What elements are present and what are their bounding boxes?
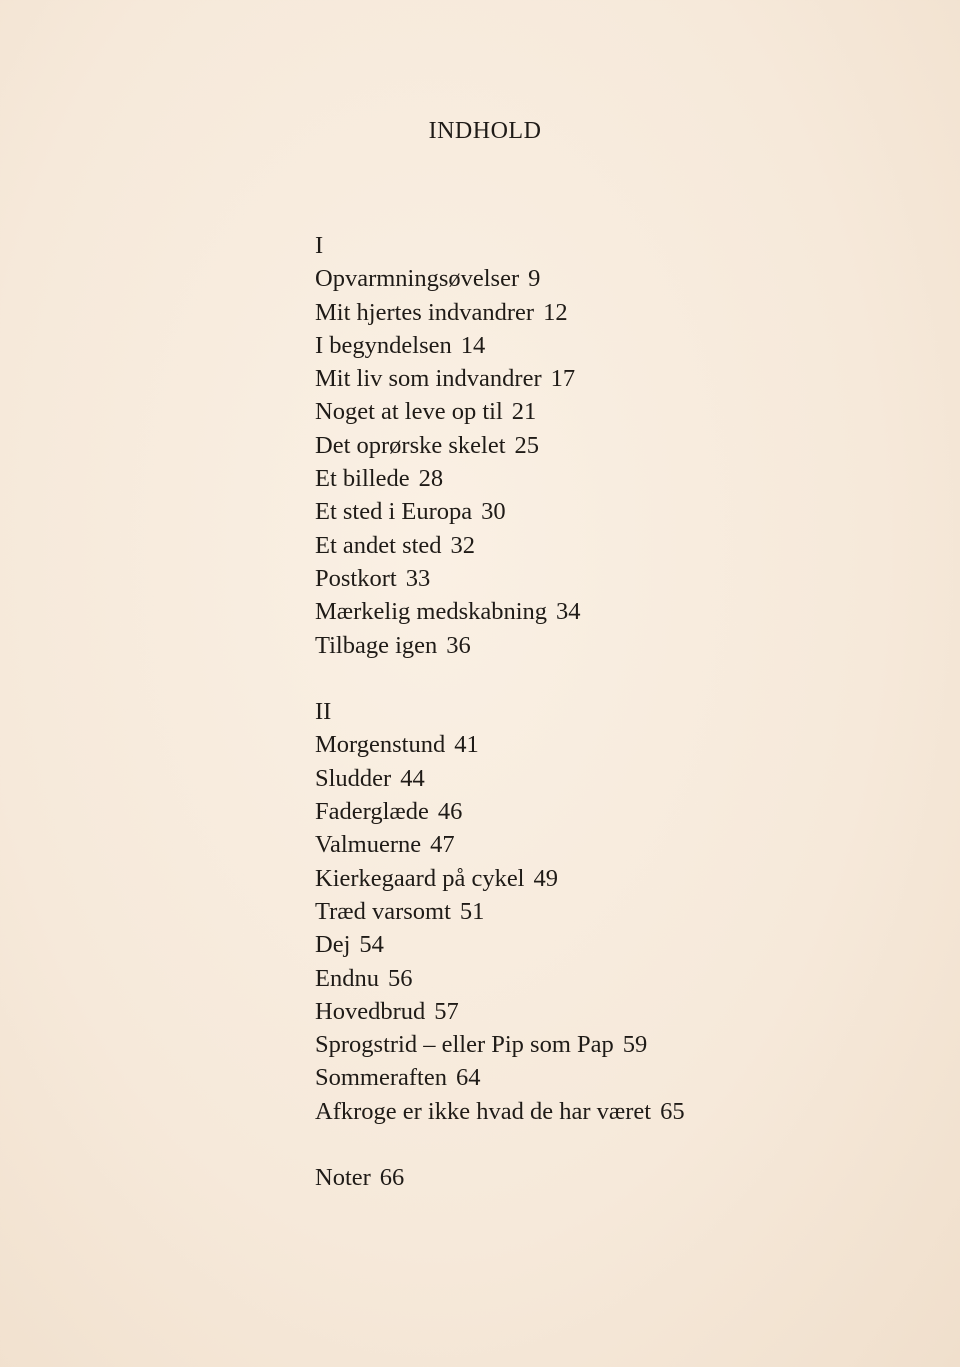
- entry-title: Mærkelig medskabning: [315, 598, 548, 626]
- section-heading: II: [315, 698, 332, 726]
- toc-section-2: [315, 695, 935, 1128]
- entry-page: 41: [454, 731, 479, 759]
- toc-entry: [315, 395, 935, 428]
- entry-page: 36: [446, 631, 471, 659]
- toc-entry: [315, 262, 935, 295]
- entry-title: Postkort: [315, 564, 397, 592]
- entry-page: 25: [514, 431, 539, 459]
- toc-entry: [315, 1095, 935, 1128]
- entry-title: Tilbage igen: [315, 631, 438, 659]
- entry-title: Afkroge er ikke hvad de har været: [315, 1097, 652, 1125]
- entry-page: 66: [379, 1164, 405, 1192]
- entry-title: Træd varsomt: [315, 897, 451, 925]
- toc-entry: [315, 995, 935, 1028]
- entry-title: Sprogstrid – eller Pip som Pap: [315, 1031, 614, 1059]
- toc-entry: [315, 962, 935, 995]
- entry-page: 56: [387, 964, 413, 992]
- entry-title: Dej: [315, 931, 351, 959]
- entry-page: 28: [418, 465, 444, 493]
- entry-title: Mit liv som indvandrer: [315, 365, 542, 393]
- page-title: INDHOLD: [428, 118, 542, 144]
- toc-entry: [315, 529, 935, 562]
- entry-page: 34: [556, 598, 581, 626]
- entry-title: Mit hjertes indvandrer: [315, 298, 535, 326]
- toc-entry: [315, 462, 935, 495]
- entry-page: 44: [400, 764, 425, 792]
- entry-page: 47: [430, 831, 455, 859]
- toc-section-1: [315, 229, 935, 662]
- entry-page: 54: [359, 931, 384, 959]
- entry-page: 59: [622, 1031, 648, 1059]
- entry-page: 64: [456, 1064, 481, 1092]
- entry-title: Det oprørske skelet: [315, 431, 506, 459]
- entry-page: 49: [533, 864, 558, 892]
- entry-title: Valmuerne: [315, 831, 422, 859]
- toc-entry: [315, 429, 935, 462]
- table-of-contents: [315, 229, 935, 1195]
- entry-page: 21: [511, 398, 537, 426]
- entry-page: 46: [437, 798, 463, 826]
- toc-entry: [315, 795, 935, 828]
- entry-title: Faderglæde: [315, 798, 429, 826]
- entry-page: 65: [660, 1097, 685, 1125]
- entry-page: 57: [434, 997, 459, 1025]
- entry-page: 9: [528, 265, 541, 293]
- toc-entry: [315, 629, 935, 662]
- toc-entry: [315, 828, 935, 861]
- toc-entry: [315, 928, 935, 961]
- entry-title: Morgenstund: [315, 731, 446, 759]
- entry-title: Et andet sted: [315, 531, 442, 559]
- toc-entry: [315, 495, 935, 528]
- entry-page: 17: [550, 365, 576, 393]
- entry-title: I begyndelsen: [315, 331, 452, 359]
- toc-entry: [315, 296, 935, 329]
- toc-entry: [315, 362, 935, 395]
- entry-title: Noget at leve op til: [315, 398, 503, 426]
- entry-title: Opvarmningsøvelser: [315, 265, 520, 293]
- toc-entry: [315, 762, 935, 795]
- section-heading: I: [315, 232, 324, 259]
- entry-page: 32: [450, 531, 476, 559]
- entry-title: Endnu: [315, 964, 379, 992]
- toc-entry: [315, 728, 935, 761]
- toc-entry: [315, 562, 935, 595]
- entry-page: 14: [460, 331, 486, 359]
- entry-page: 51: [459, 897, 485, 925]
- toc-notes-entry: [315, 1161, 935, 1194]
- toc-entry: [315, 1061, 935, 1094]
- entry-title: Sommeraften: [315, 1064, 447, 1092]
- entry-title: Et billede: [315, 465, 410, 493]
- entry-title: Noter: [315, 1164, 371, 1192]
- toc-entry: [315, 329, 935, 362]
- toc-entry: [315, 595, 935, 628]
- entry-title: Et sted i Europa: [315, 498, 473, 526]
- toc-entry: [315, 862, 935, 895]
- entry-title: Hovedbrud: [315, 997, 426, 1025]
- toc-entry: [315, 1028, 935, 1061]
- entry-page: 33: [405, 564, 431, 592]
- entry-page: 30: [481, 498, 506, 526]
- entry-title: Kierkegaard på cykel: [315, 864, 525, 892]
- entry-title: Sludder: [315, 764, 392, 792]
- toc-entry: [315, 895, 935, 928]
- entry-page: 12: [543, 298, 568, 326]
